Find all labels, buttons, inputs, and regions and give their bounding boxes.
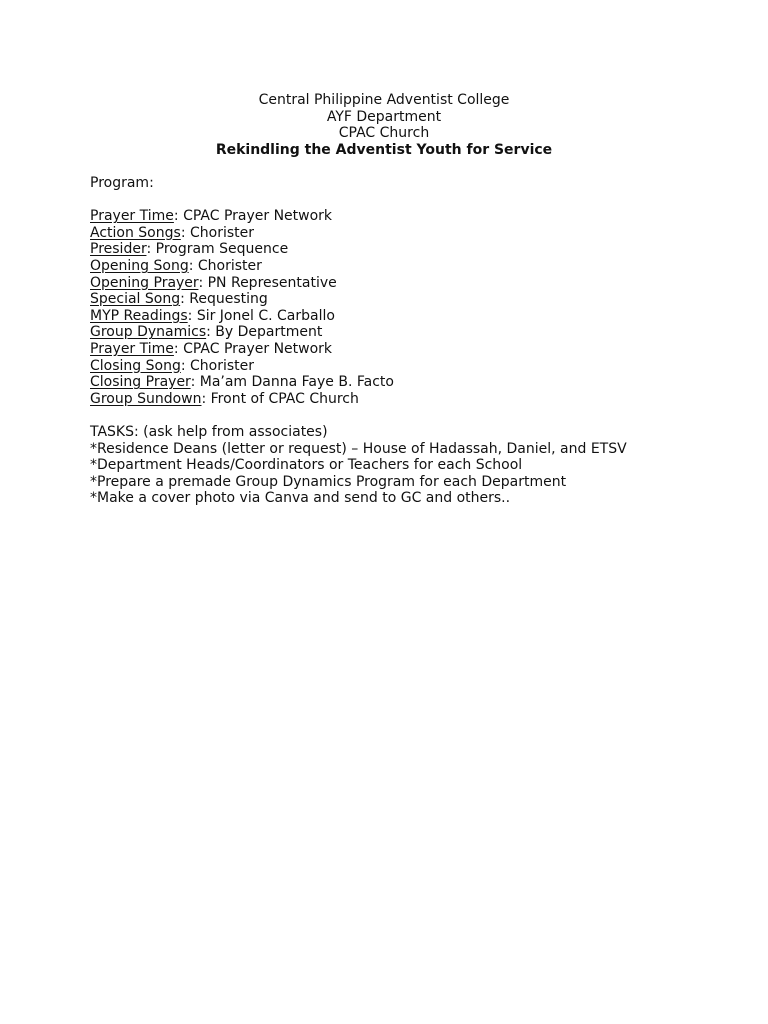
program-item-label: Closing Prayer [90, 374, 191, 391]
program-item [90, 324, 710, 341]
program-item-value: : Requesting [180, 291, 268, 308]
program-item [90, 258, 710, 275]
program-item-label: Closing Song [90, 357, 181, 374]
program-item-label: Group Sundown [90, 390, 202, 407]
program-heading: Program: [90, 175, 154, 191]
church-name: CPAC Church [338, 125, 430, 142]
program-item-value: : PN Representative [198, 274, 337, 291]
program-item [90, 391, 710, 408]
program-item-value: : Chorister [180, 357, 255, 374]
program-item-value: : Sir Jonel C. Carballo [187, 307, 335, 324]
document-title: Rekindling the Adventist Youth for Service [215, 141, 553, 158]
program-item-label: Action Songs [90, 224, 181, 241]
program-item-label: Opening Prayer [90, 274, 199, 291]
task-item: *Prepare a premade Group Dynamics Program for each Department [90, 473, 567, 490]
program-item [90, 358, 710, 375]
program-item [90, 308, 710, 325]
program-item-value: : CPAC Prayer Network [173, 208, 333, 225]
program-item-label: Prayer Time [90, 340, 174, 357]
program-item-value: : Chorister [188, 257, 262, 274]
program-item [90, 225, 710, 242]
spacer [90, 192, 710, 209]
task-item: *Residence Deans (letter or request) – House of Hadassah, Daniel, and ETSV [90, 440, 627, 457]
program-item-value: : Chorister [180, 224, 254, 241]
program-item [90, 341, 710, 358]
program-item [90, 291, 710, 308]
program-item-value: : By Department [206, 324, 323, 341]
program-item [90, 208, 710, 225]
document-body [90, 175, 710, 507]
program-item-label: Special Song [90, 291, 181, 308]
program-item-value: : Front of CPAC Church [201, 390, 359, 407]
program-item [90, 275, 710, 292]
program-item-label: Presider [90, 241, 147, 258]
program-item-label: MYP Readings [90, 307, 188, 324]
tasks-heading: TASKS: (ask help from associates) [90, 423, 328, 440]
tasks-section [90, 424, 710, 507]
program-item [90, 241, 710, 258]
program-item-label: Group Dynamics [90, 324, 207, 341]
task-item: *Department Heads/Coordinators or Teachers for each School [90, 457, 523, 474]
program-item-label: Opening Song [90, 257, 189, 274]
program-item-value: : Program Sequence [146, 241, 289, 258]
program-list [90, 208, 710, 407]
institution-name: Central Philippine Adventist College [258, 92, 510, 108]
spacer [90, 407, 710, 424]
department-name: AYF Department [326, 108, 442, 125]
task-item: *Make a cover photo via Canva and send to GC and others.. [90, 490, 511, 507]
program-item [90, 374, 710, 391]
program-item-value: : CPAC Prayer Network [173, 340, 333, 357]
program-item-value: : Ma’am Danna Faye B. Facto [190, 374, 394, 391]
program-item-label: Prayer Time [90, 208, 174, 225]
document-header [90, 92, 678, 158]
